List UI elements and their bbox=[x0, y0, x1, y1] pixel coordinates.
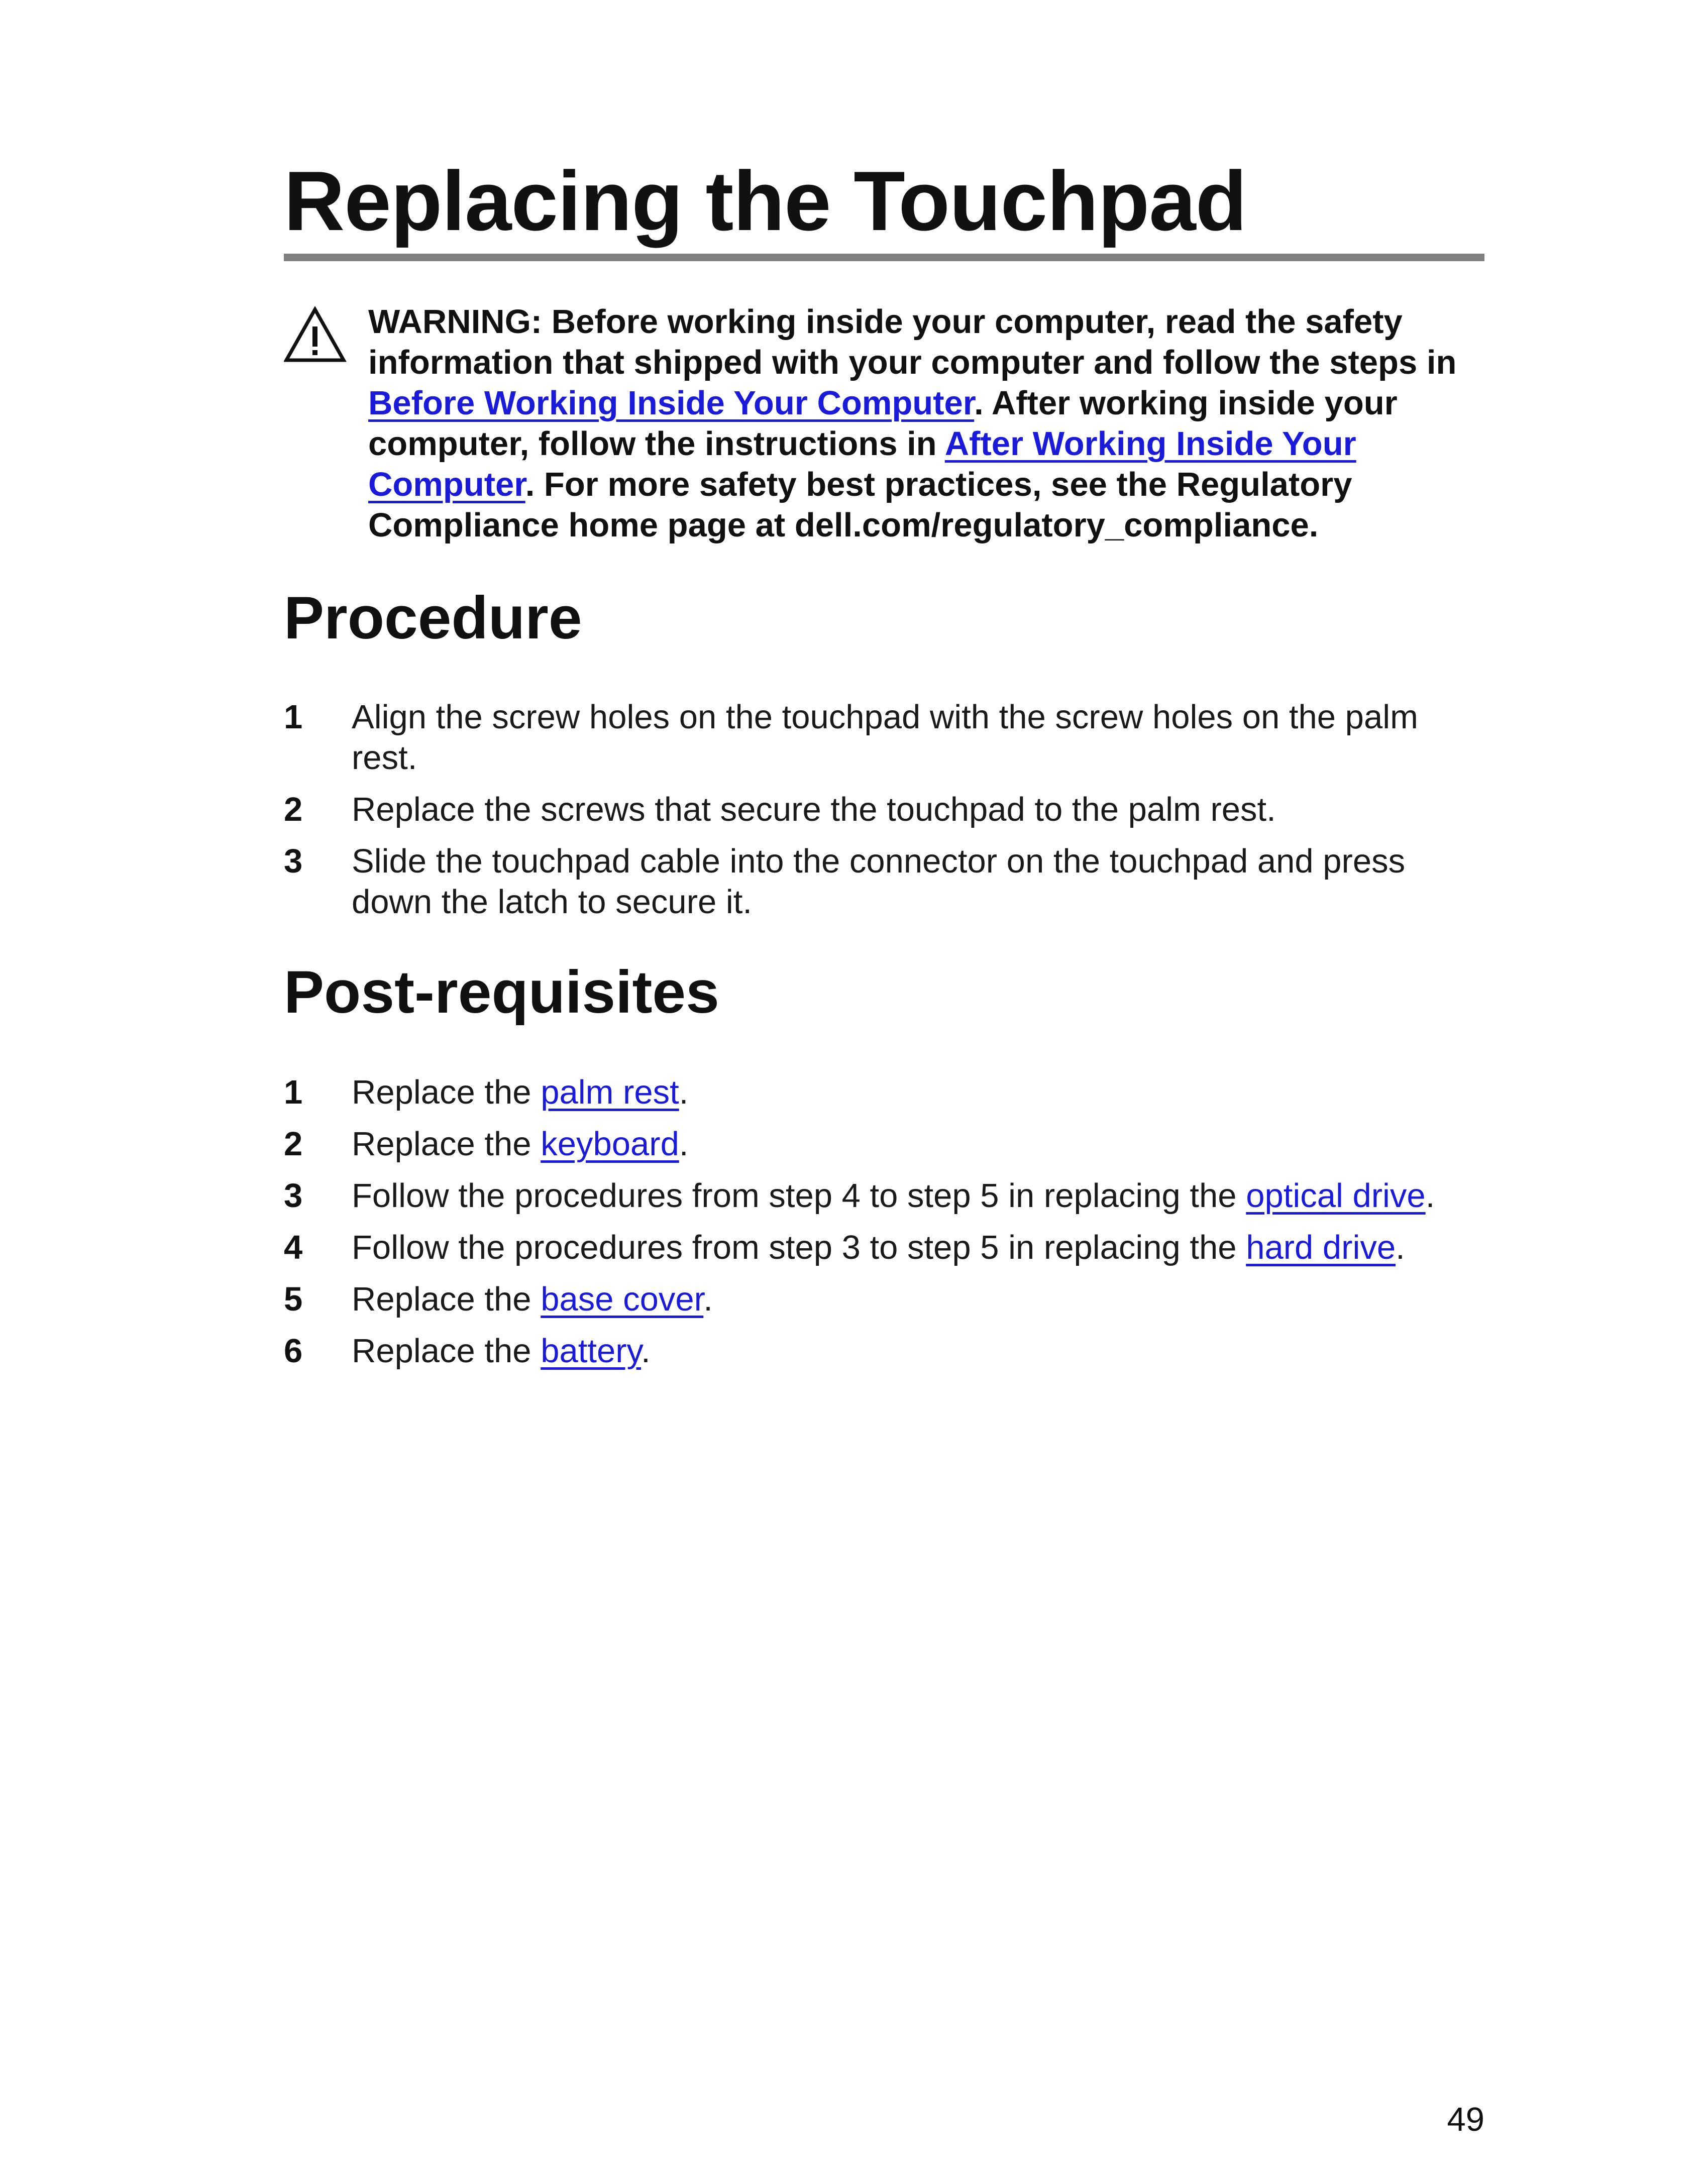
warning-text-part-3: . For more safety best practices, see the Regulatory Compliance home page at dell.com/regulatory_compliance. bbox=[368, 466, 1352, 544]
warning-text-part-1: WARNING: Before working inside your computer, read the safety information that shipped with your computer and follow the steps in bbox=[368, 303, 1457, 381]
postrequisite-step bbox=[284, 1124, 1484, 1164]
postrequisite-step bbox=[284, 1072, 1484, 1113]
step-number: 1 bbox=[284, 1073, 303, 1111]
step-text-before: Replace the bbox=[352, 1073, 541, 1111]
step-text-after: . bbox=[641, 1332, 651, 1370]
step-text bbox=[352, 1279, 1477, 1320]
step-text bbox=[352, 1227, 1477, 1268]
manual-page bbox=[284, 0, 1484, 2180]
step-number: 3 bbox=[284, 1177, 303, 1215]
postrequisite-step bbox=[284, 1279, 1484, 1320]
procedure-steps bbox=[284, 697, 1484, 933]
page-title: Replacing the Touchpad bbox=[284, 154, 1247, 248]
postrequisite-steps bbox=[284, 1072, 1484, 1382]
step-text: Align the screw holes on the touchpad with the screw holes on the palm rest. bbox=[352, 698, 1418, 777]
procedure-step bbox=[284, 697, 1484, 778]
step-text-after: . bbox=[679, 1125, 689, 1163]
warning-triangle-icon bbox=[284, 306, 347, 364]
step-text: Replace the screws that secure the touchpad to the palm rest. bbox=[352, 791, 1276, 828]
page-number: 49 bbox=[1447, 2101, 1484, 2138]
postrequisite-step bbox=[284, 1227, 1484, 1268]
step-text-before: Replace the bbox=[352, 1280, 541, 1318]
step-text-after: . bbox=[679, 1073, 689, 1111]
procedure-heading: Procedure bbox=[284, 584, 582, 651]
procedure-step bbox=[284, 789, 1484, 830]
step-text-before: Replace the bbox=[352, 1125, 541, 1163]
base-cover-link[interactable]: base cover bbox=[541, 1280, 704, 1318]
procedure-step bbox=[284, 841, 1484, 922]
postrequisites-heading: Post-requisites bbox=[284, 958, 719, 1026]
optical-drive-link[interactable]: optical drive bbox=[1246, 1177, 1426, 1215]
step-number: 5 bbox=[284, 1280, 303, 1318]
keyboard-link[interactable]: keyboard bbox=[541, 1125, 679, 1163]
step-text-after: . bbox=[703, 1280, 713, 1318]
warning-text bbox=[368, 301, 1484, 546]
before-working-inside-link[interactable]: Before Working Inside Your Computer bbox=[368, 384, 975, 422]
after-working-inside-link[interactable]: After Working Inside Your Computer bbox=[368, 425, 1356, 503]
title-divider bbox=[284, 254, 1484, 261]
postrequisite-step bbox=[284, 1175, 1484, 1216]
step-text bbox=[352, 1175, 1477, 1216]
step-text: Slide the touchpad cable into the connector on the touchpad and press down the latch to secure it. bbox=[352, 842, 1406, 921]
step-number: 6 bbox=[284, 1332, 303, 1370]
step-text-before: Follow the procedures from step 3 to step 5 in replacing the bbox=[352, 1229, 1246, 1266]
palm-rest-link[interactable]: palm rest bbox=[541, 1073, 679, 1111]
battery-link[interactable]: battery bbox=[541, 1332, 642, 1370]
step-text-after: . bbox=[1396, 1229, 1405, 1266]
step-text bbox=[352, 1124, 1477, 1164]
step-text bbox=[352, 1072, 1477, 1113]
step-text-after: . bbox=[1425, 1177, 1435, 1215]
step-text-before: Follow the procedures from step 4 to step 5 in replacing the bbox=[352, 1177, 1246, 1215]
postrequisite-step bbox=[284, 1331, 1484, 1371]
step-number: 3 bbox=[284, 842, 303, 880]
step-number: 1 bbox=[284, 698, 303, 736]
hard-drive-link[interactable]: hard drive bbox=[1246, 1229, 1396, 1266]
step-number: 4 bbox=[284, 1229, 303, 1266]
step-number: 2 bbox=[284, 1125, 303, 1163]
step-number: 2 bbox=[284, 791, 303, 828]
step-text bbox=[352, 1331, 1477, 1371]
step-text-before: Replace the bbox=[352, 1332, 541, 1370]
warning-text-part-2: . After working inside your computer, follow the instructions in bbox=[368, 384, 1398, 463]
